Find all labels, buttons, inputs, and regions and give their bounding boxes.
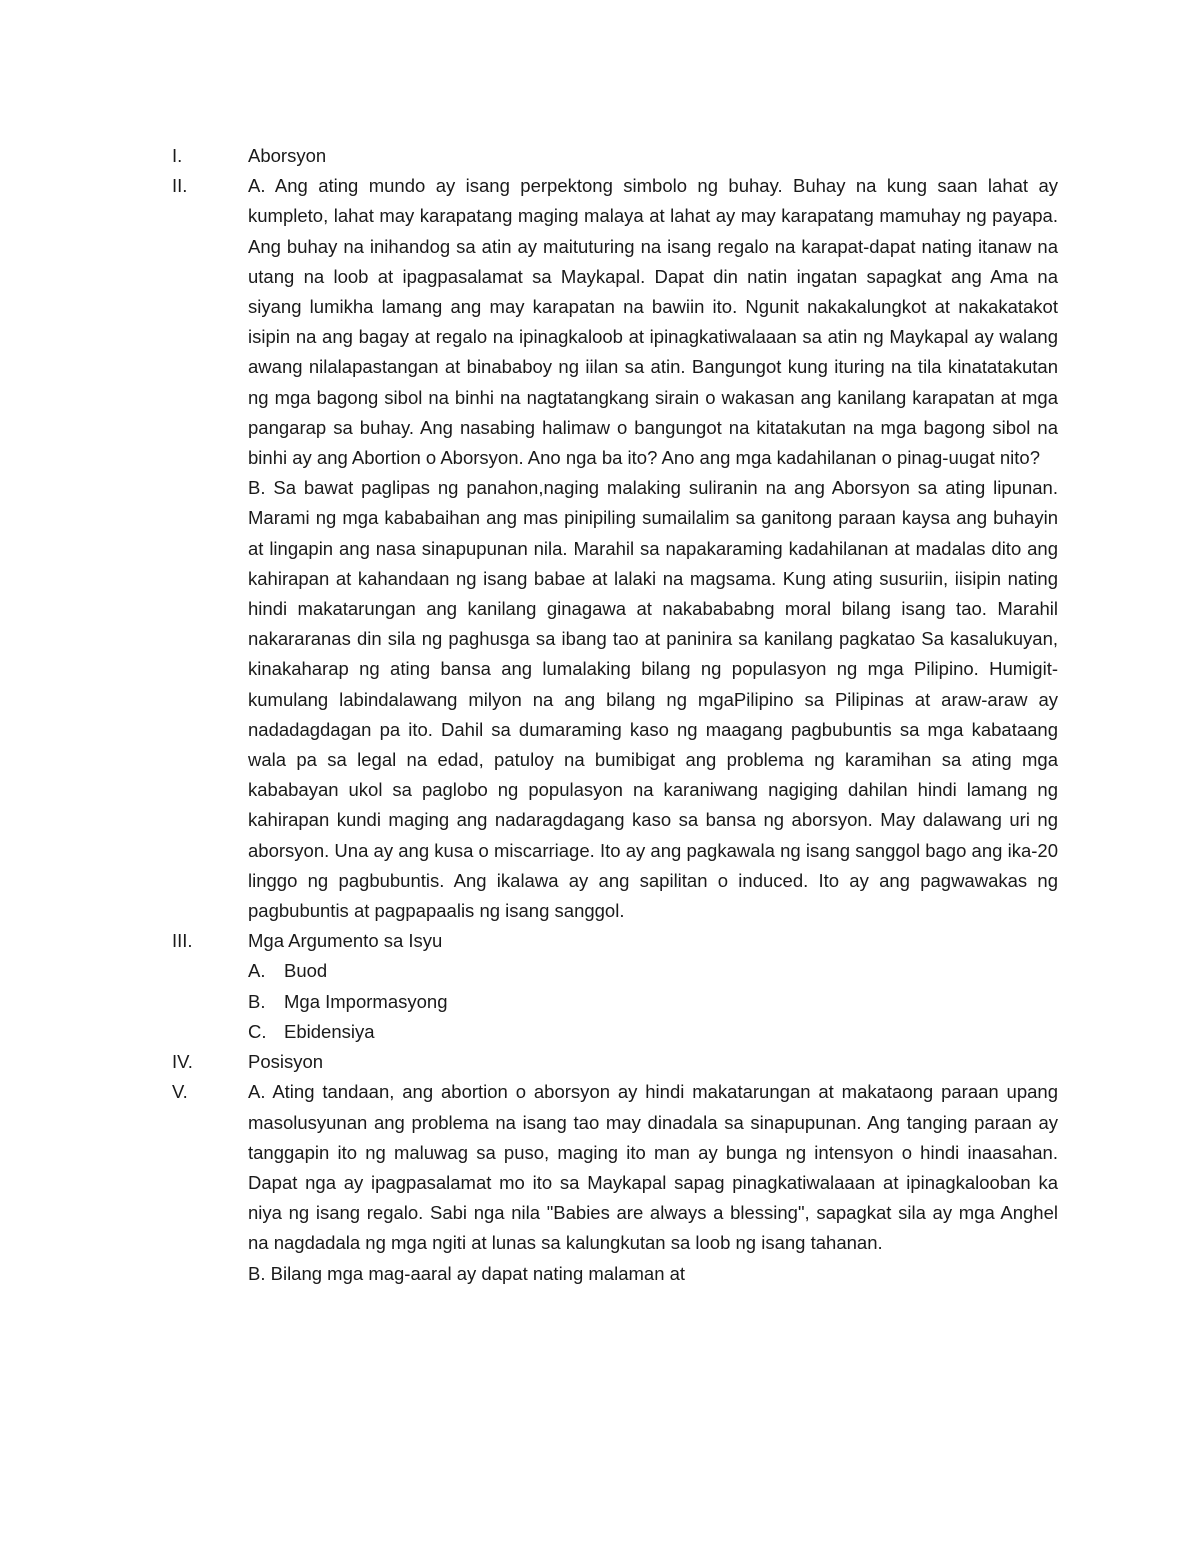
outline-heading: Aborsyon bbox=[248, 145, 327, 166]
outline-item-2 bbox=[172, 171, 1058, 926]
outline-item-3 bbox=[172, 926, 1058, 1047]
sub-item-letter: B. bbox=[248, 990, 266, 1012]
sub-item-letter: C. bbox=[248, 1020, 267, 1042]
outline-content bbox=[248, 171, 1058, 926]
sub-item-text: Mga Impormasyong bbox=[284, 990, 448, 1012]
paragraph: B. Bilang mga mag-aaral ay dapat nating malaman at bbox=[248, 1262, 686, 1284]
sub-item-letter: A. bbox=[248, 960, 266, 982]
outline-item-1 bbox=[172, 141, 1058, 171]
outline-item-5 bbox=[172, 1077, 1058, 1288]
outline-heading: Mga Argumento sa Isyu bbox=[248, 930, 443, 952]
sub-item bbox=[248, 956, 1058, 986]
sub-item-text: Ebidensiya bbox=[284, 1020, 375, 1042]
sub-item bbox=[248, 987, 1058, 1017]
outline bbox=[172, 141, 1058, 1289]
outline-numeral: II. bbox=[172, 175, 188, 197]
paragraph: B. Sa bawat paglipas ng panahon,naging malaking suliranin na ang Aborsyon sa ating lipunan. Marami ng mga kababaihan ang mas pinipiling sumailalim sa ganitong paraan kaysa ang buhayin at lingapin ang nasa sinapupunan nila. Marahil sa napakaraming kadahilanan at madalas dito ang kahirapan at kahandaan ng isang babae at lalaki na magsama. Kung ating susuriin, iisipin nating hindi makatarungan ang kanilang ginagawa at nakabababng moral bilang isang tao. Marahil nakararanas din sila ng paghusga sa ibang tao at paninira sa kanilang pagkatao Sa kasalukuyan, kinakaharap ng ating bansa ang lumalaking bilang ng populasyon ng mga Pilipino. Humigit-kumulang labindalawang milyon na ang bilang ng mgaPilipino sa Pilipinas at araw-araw ay nadadagdagan pa ito. Dahil sa dumaraming kaso ng maagang pagbubuntis sa mga kabataang wala pa sa legal na edad, patuloy na bumibigat ang problema ng karamihan sa ating mga kababayan ukol sa paglobo ng populasyon na karaniwang nagiging dahilan hindi lamang ng kahirapan kundi maging ang nadaragdagang kaso sa bansa ng aborsyon. May dalawang uri ng aborsyon. Una ay ang kusa o miscarriage. Ito ay ang pagkawala ng isang sanggol bago ang ika-20 linggo ng pagbubuntis. Ang ikalawa ay ang sapilitan o induced. Ito ay ang pagwawakas ng pagbubuntis at pagpapaalis ng isang sanggol. bbox=[248, 477, 1058, 922]
outline-item-4 bbox=[172, 1047, 1058, 1077]
paragraph: A. Ating tandaan, ang abortion o aborsyon ay hindi makatarungan at makataong paraan upang masolusyunan ang problema na isang tao may dinadala sa sinapupunan. Ang tanging paraan ay tanggapin ito ng maluwag sa puso, maging ito man ay bunga ng intensyon o hindi inaasahan. Dapat nga ay ipagpasalamat mo ito sa Maykapal sapag pinagkatiwalaaan at ipinagkalooban ka niya ng isang regalo. Sabi nga nila "Babies are always a blessing", sapagkat sila ay mga Anghel na nagdadala ng mga ngiti at lunas sa kalungkutan sa loob ng isang tahanan. bbox=[248, 1081, 1058, 1254]
outline-content bbox=[248, 926, 1058, 1047]
outline-numeral: IV. bbox=[172, 1051, 193, 1073]
sub-item-text: Buod bbox=[284, 960, 328, 982]
outline-heading: Posisyon bbox=[248, 1051, 324, 1073]
outline-content bbox=[248, 1077, 1058, 1288]
outline-numeral: III. bbox=[172, 930, 193, 952]
paragraph: A. Ang ating mundo ay isang perpektong simbolo ng buhay. Buhay na kung saan lahat ay kumpleto, lahat may karapatang maging malaya at lahat ay may karapatang mamuhay ng payapa. Ang buhay na inihandog sa atin ay maituturing na isang regalo na karapat-dapat nating itanaw na utang na loob at ipagpasalamat sa Maykapal. Dapat din natin ingatan sapagkat ang Ama na siyang lumikha lamang ang may karapatan na bawiin ito. Ngunit nakakalungkot at nakakatakot isipin na ang bagay at regalo na ipinagkaloob at ipinagkatiwalaaan sa atin ng Maykapal ay walang awang nilalapastangan at binababoy ng iilan sa atin. Bangungot kung ituring na tila kinatatakutan ng mga bagong sibol na binhi na nagtatangkang sirain o wakasan ang kanilang karapatan at mga pangarap sa buhay. Ang nasabing halimaw o bangungot na kitatakutan na mga bagong sibol na binhi ay ang Abortion o Aborsyon. Ano nga ba ito? Ano ang mga kadahilanan o pinag-uugat nito? bbox=[248, 175, 1058, 469]
outline-numeral: I. bbox=[172, 145, 183, 166]
outline-numeral: V. bbox=[172, 1081, 188, 1103]
sub-item bbox=[248, 1017, 1058, 1047]
